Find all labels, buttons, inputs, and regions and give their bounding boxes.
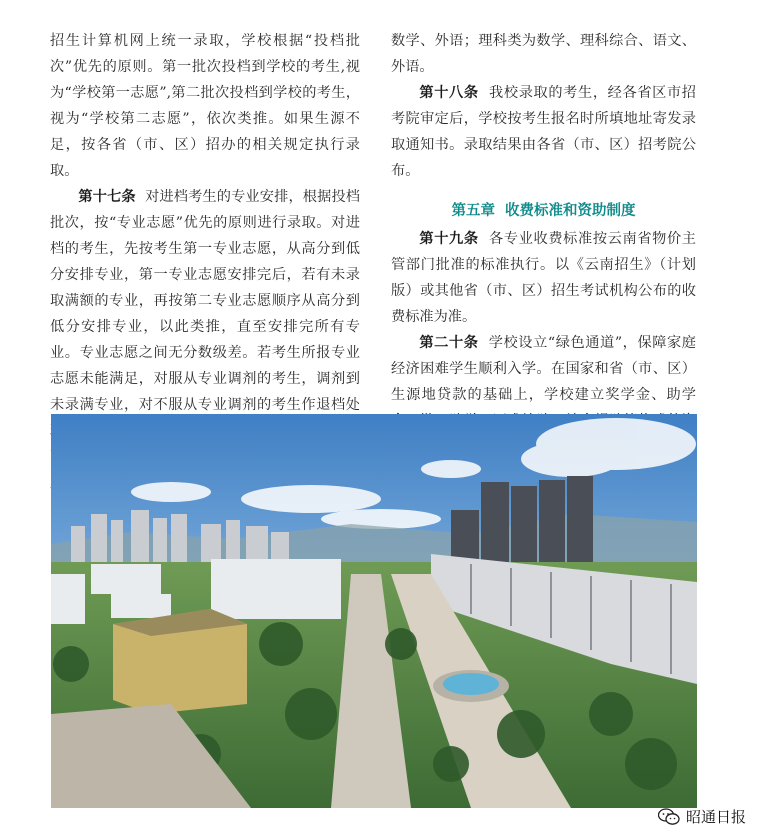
- article-19: [391, 226, 696, 330]
- article-18: [391, 80, 696, 184]
- chapter-heading: [391, 198, 696, 224]
- wechat-icon: [658, 808, 680, 826]
- article-17-text: 对进档考生的专业安排，根据投档批次，按“专业志愿”优先的原则进行录取。对进档的考生，先按考生第一专业志愿，从高分到低分安排专业，第一专业志愿安排完后，若有未录取满额的专业，再按第二专业志愿顺序从高分到低分安排专业，以此类推，直至安排完所有专业。专业志愿之间无分数级差。若考生所报专业志愿未能满足，对服从专业调剂的考生，调剂到未录满专业，对不服从专业调剂的考生作退档处: [50, 189, 360, 413]
- source-watermark: [658, 806, 746, 827]
- article-19-label: 第十九条: [419, 231, 479, 247]
- article-18-text: 我校录取的考生，经各省区市招考院审定后，学校按考生报名时所填地址寄发录取通知书。录取结果由各省（市、区）招考院公布。: [391, 85, 696, 179]
- article-18-label: 第十八条: [419, 85, 479, 101]
- chapter-number: 第五章: [451, 203, 495, 219]
- article-20-text: 学校设立“绿色通道”，保障家庭经济困难学生顺利入学。在国家和省（市、区）生源地贷款的基础上，学校建立奖学金、助学: [391, 335, 696, 403]
- campus-aerial-photo: [51, 414, 697, 808]
- article-19-text: 各专业收费标准按云南省物价主管部门批准的标准执行。以《云南招生》（计划版）或其他省（市、区）招生考试机构公布的收费标准为准。: [391, 231, 696, 325]
- article-20-label: 第二十条: [419, 335, 479, 351]
- chapter-title: 收费标准和资助制度: [505, 203, 636, 219]
- right-text-column: [391, 28, 696, 460]
- paragraph-admission-priority: 招生计算机网上统一录取，学校根据“投档批次”优先的原则。第一批次投档到学校的考生,视为“学校第一志愿”,第二批次投档到学校的考生，视为“学校第二志愿”，依次类推。如果生源不足，按各省（市、区）招办的相关规定执行录取。: [50, 33, 360, 179]
- paragraph-subject-order: 数学、外语；理科类为数学、理科综合、语文、外语。: [391, 33, 696, 75]
- article-17-label: 第十七条: [78, 189, 136, 205]
- watermark-text: 昭通日报: [685, 808, 746, 826]
